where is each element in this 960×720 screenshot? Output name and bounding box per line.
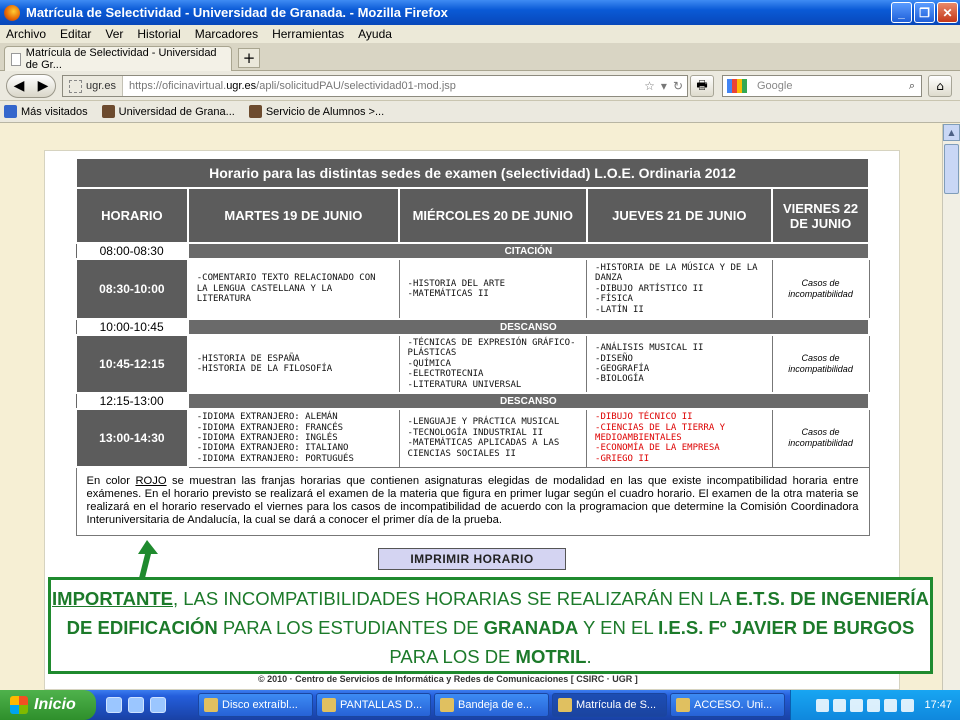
cell-fri-slot1: Casos de incompatibilidad xyxy=(772,259,869,319)
star-bookmark-icon[interactable]: ☆ xyxy=(644,79,655,93)
url-path: /apli/solicitudPAU/selectividad01-mod.jsp xyxy=(256,80,456,92)
subject: -LITERATURA UNIVERSAL xyxy=(407,379,522,390)
time-descanso-2: 12:15-13:00 xyxy=(76,393,188,409)
subject: -TECNOLOGÍA INDUSTRIAL II xyxy=(407,427,544,438)
menu-ver[interactable]: Ver xyxy=(105,27,124,41)
url-text[interactable] xyxy=(123,80,456,92)
show-desktop-icon[interactable] xyxy=(106,697,122,713)
cell-tue-slot2 xyxy=(188,335,399,393)
ugr-crest-icon xyxy=(102,105,115,118)
maximize-button[interactable]: ❐ xyxy=(914,2,935,23)
time-descanso-1: 10:00-10:45 xyxy=(76,319,188,335)
note-red-word: ROJO xyxy=(135,475,167,488)
site-identity[interactable] xyxy=(63,76,123,96)
windows-taskbar xyxy=(0,690,960,720)
start-button[interactable] xyxy=(0,690,96,720)
subject: -HISTORIA DE LA FILOSOFÍA xyxy=(196,364,333,375)
scroll-up-icon[interactable]: ▲ xyxy=(943,124,960,141)
subject: -IDIOMA EXTRANJERO: PORTUGUÉS xyxy=(196,453,354,464)
bookmark-mas-visitados[interactable] xyxy=(4,105,88,118)
task-disco-extraible[interactable] xyxy=(198,693,313,717)
bookmark-servicio-alumnos[interactable] xyxy=(249,105,384,118)
bookmark-label: Servicio de Alumnos >... xyxy=(265,105,385,118)
firefox-quicklaunch-icon[interactable] xyxy=(150,697,166,713)
subject: -HISTORIA DEL ARTE xyxy=(407,278,506,289)
search-icon[interactable]: ⌕ xyxy=(908,79,915,92)
time-slot-3: 13:00-14:30 xyxy=(76,409,188,467)
task-label: PANTALLAS D... xyxy=(340,699,423,711)
back-arrow-icon[interactable]: ◀ xyxy=(13,78,25,94)
subject: -HISTORIA DE LA MÚSICA Y DE LA DANZA xyxy=(595,262,758,284)
home-button[interactable] xyxy=(928,75,952,97)
bookmark-label: Universidad de Grana... xyxy=(118,105,235,118)
tab-bar xyxy=(0,43,960,71)
menu-historial[interactable]: Historial xyxy=(137,27,181,41)
minimize-button[interactable]: _ xyxy=(891,2,912,23)
task-bandeja[interactable] xyxy=(434,693,549,717)
cell-fri-slot3: Casos de incompatibilidad xyxy=(772,409,869,467)
subject-incompatible: -DIBUJO TÉCNICO II xyxy=(595,412,693,423)
subject: -IDIOMA EXTRANJERO: ITALIANO xyxy=(196,443,349,454)
quick-launch xyxy=(106,697,198,713)
annotation-bold: GRANADA xyxy=(483,617,579,638)
folder-icon xyxy=(204,698,218,712)
header-jueves: JUEVES 21 DE JUNIO xyxy=(587,188,773,243)
subject: -ELECTROTECNIA xyxy=(407,369,484,380)
subject: -FÍSICA xyxy=(595,294,633,305)
tray-icon[interactable] xyxy=(850,699,863,712)
subject: -IDIOMA EXTRANJERO: ALEMÁN xyxy=(196,412,338,423)
search-input[interactable] xyxy=(722,75,922,97)
incompatibility-note xyxy=(76,467,869,535)
tray-icon[interactable] xyxy=(867,699,880,712)
subject: -DIBUJO ARTÍSTICO II xyxy=(595,283,704,294)
header-viernes: VIERNES 22 DE JUNIO xyxy=(772,188,869,243)
menu-archivo[interactable]: Archivo xyxy=(6,27,47,41)
annotation-arrow-icon xyxy=(132,540,162,582)
schedule-table xyxy=(75,157,870,536)
vertical-scrollbar[interactable] xyxy=(942,124,960,690)
annotation-text: , LAS INCOMPATIBILIDADES HORARIAS SE REALIZARÁN EN LA xyxy=(172,588,736,609)
firefox-icon xyxy=(4,5,20,21)
ugr-crest-icon xyxy=(249,105,262,118)
url-bar[interactable] xyxy=(62,75,688,97)
annotation-bold: I.E.S. Fº JAVIER DE BURGOS xyxy=(658,617,915,638)
subject: -MATEMÁTICAS APLICADAS A LAS CIENCIAS SOCIALES II xyxy=(407,438,560,459)
tray-icon[interactable] xyxy=(884,699,897,712)
google-icon[interactable] xyxy=(727,79,747,93)
annotation-text: PARA LOS DE xyxy=(389,646,516,667)
new-tab-button[interactable]: + xyxy=(238,48,260,68)
dropdown-icon[interactable]: ▾ xyxy=(660,79,667,93)
search-placeholder: Google xyxy=(757,80,793,92)
cell-wed-slot2 xyxy=(399,335,586,393)
citacion-bar: CITACIÓN xyxy=(188,243,869,259)
subject: -MATEMÁTICAS II xyxy=(407,289,489,299)
clock[interactable]: 17:47 xyxy=(924,699,952,711)
important-label: IMPORTANTE xyxy=(52,588,173,609)
time-slot-1: 08:30-10:00 xyxy=(76,259,188,319)
descanso-bar-2: DESCANSO xyxy=(188,393,869,409)
time-slot-2: 10:45-12:15 xyxy=(76,335,188,393)
cell-thu-slot3 xyxy=(587,409,773,467)
annotation-text: . xyxy=(586,646,592,667)
note-text: se muestran las franjas horarias que contienen asignaturas elegidas de modalidad en las que existe incompatibilidad horaria entre exámenes. En el horario previsto se realizará el examen de la materia que figura en primer lugar según el cuadro horario. El examen de la otra materia se realizará en el horario reservado el viernes para los casos de incompatibilidad de acuerdo con la programacion que determine la Comisión Coordinadora Interuniversitaria de Andalucía, la cual se dará a conocer el primer día de la prueba. xyxy=(86,475,859,527)
back-forward-buttons[interactable] xyxy=(6,74,56,98)
subject: -HISTORIA DE ESPAÑA xyxy=(196,353,300,364)
subject-incompatible: -ECONOMÍA DE LA EMPRESA xyxy=(595,443,720,454)
subject: -LATÍN II xyxy=(595,304,644,315)
cell-fri-slot2: Casos de incompatibilidad xyxy=(772,335,869,393)
forward-arrow-icon[interactable]: ▶ xyxy=(37,78,49,94)
printer-icon: 🖶 xyxy=(696,77,708,92)
footer-copyright: © 2010 · Centro de Servicios de Informática y Redes de Comunicaciones [ CSIRC · UGR ] xyxy=(258,674,638,684)
descanso-bar-1: DESCANSO xyxy=(188,319,869,335)
site-label: ugr.es xyxy=(86,80,116,92)
print-toolbar-button[interactable] xyxy=(690,75,714,97)
task-pantallas[interactable] xyxy=(316,693,431,717)
start-label: Inicio xyxy=(34,696,76,713)
bookmark-label: Más visitados xyxy=(21,105,88,118)
menu-herramientas[interactable]: Herramientas xyxy=(272,27,345,41)
important-annotation xyxy=(48,577,933,674)
page-icon xyxy=(11,53,21,66)
subject: -BIOLOGÍA xyxy=(595,374,644,385)
cell-tue-slot3 xyxy=(188,409,399,467)
word-document-icon xyxy=(676,698,690,712)
tray-icon[interactable] xyxy=(816,699,829,712)
cell-thu-slot2 xyxy=(587,335,773,393)
navigation-bar xyxy=(0,71,960,101)
header-miercoles: MIÉRCOLES 20 DE JUNIO xyxy=(399,188,586,243)
menu-bar xyxy=(0,25,960,43)
task-label: Bandeja de e... xyxy=(458,699,533,711)
windows-logo-icon xyxy=(10,696,28,714)
window-title: Matrícula de Selectividad - Universidad de Granada. - Mozilla Firefox xyxy=(26,5,448,20)
note-text: En color xyxy=(86,475,136,488)
globe-icon xyxy=(69,80,82,93)
cell-wed-slot3 xyxy=(399,409,586,467)
tab-matricula[interactable] xyxy=(4,46,232,71)
menu-editar[interactable]: Editar xyxy=(60,27,92,41)
task-matricula[interactable] xyxy=(552,693,667,717)
print-schedule-button[interactable]: IMPRIMIR HORARIO xyxy=(378,548,566,570)
task-label: ACCESO. Uni... xyxy=(694,699,773,711)
subject: -TÉCNICAS DE EXPRESIÓN GRÁFICO-PLÁSTICAS xyxy=(407,338,576,359)
tray-icon[interactable] xyxy=(833,699,846,712)
tray-icon[interactable] xyxy=(901,699,914,712)
url-prefix: https://oficinavirtual. xyxy=(128,80,227,92)
subject-incompatible: -CIENCIAS DE LA TIERRA Y MEDIOAMBIENTALES xyxy=(595,422,726,444)
subject: -IDIOMA EXTRANJERO: FRANCÉS xyxy=(196,422,344,433)
cell-wed-slot1 xyxy=(399,259,586,319)
url-domain: ugr.es xyxy=(226,80,257,92)
task-acceso[interactable] xyxy=(670,693,785,717)
annotation-text: Y EN EL xyxy=(578,617,659,638)
subject: -DISEÑO xyxy=(595,353,633,364)
header-martes: MARTES 19 DE JUNIO xyxy=(188,188,399,243)
cell-tue-slot1: -COMENTARIO TEXTO RELACIONADO CON LA LENGUA CASTELLANA Y LA LITERATURA xyxy=(188,259,399,319)
mail-icon xyxy=(440,698,454,712)
annotation-text: PARA LOS ESTUDIANTES DE xyxy=(217,617,484,638)
word-document-icon xyxy=(322,698,336,712)
system-tray xyxy=(790,690,960,720)
subject: -ANÁLISIS MUSICAL II xyxy=(595,343,704,354)
scroll-thumb[interactable] xyxy=(944,144,959,194)
subject-incompatible: -GRIEGO II xyxy=(595,453,650,464)
close-button[interactable]: ✕ xyxy=(937,2,958,23)
subject: -IDIOMA EXTRANJERO: INGLÉS xyxy=(196,433,338,444)
tab-label: Matrícula de Selectividad - Universidad de Gr... xyxy=(25,47,217,71)
internet-explorer-icon[interactable] xyxy=(128,697,144,713)
menu-ayuda[interactable]: Ayuda xyxy=(358,27,392,41)
bookmarks-bar xyxy=(0,101,960,123)
task-label: Disco extraíbl... xyxy=(222,699,298,711)
subject: -QUÍMICA xyxy=(407,358,451,369)
cell-thu-slot1 xyxy=(587,259,773,319)
menu-marcadores[interactable]: Marcadores xyxy=(194,27,259,41)
reload-icon[interactable]: ↻ xyxy=(672,79,683,93)
annotation-bold: MOTRIL xyxy=(515,646,587,667)
time-citacion: 08:00-08:30 xyxy=(76,243,188,259)
bookmark-icon xyxy=(4,105,17,118)
subject: -GEOGRAFÍA xyxy=(595,364,650,375)
bookmark-universidad[interactable] xyxy=(102,105,235,118)
annotation-bold: E.T.S. DE INGENIERÍA DE EDIFICACIÓN xyxy=(66,588,929,638)
firefox-icon xyxy=(558,698,572,712)
subject: -LENGUAJE Y PRÁCTICA MUSICAL xyxy=(407,417,560,428)
task-label: Matrícula de S... xyxy=(576,699,657,711)
schedule-title: Horario para las distintas sedes de examen (selectividad) L.O.E. Ordinaria 2012 xyxy=(76,158,869,188)
home-icon: ⌂ xyxy=(936,79,944,93)
window-titlebar xyxy=(0,0,960,25)
header-horario: HORARIO xyxy=(76,188,188,243)
